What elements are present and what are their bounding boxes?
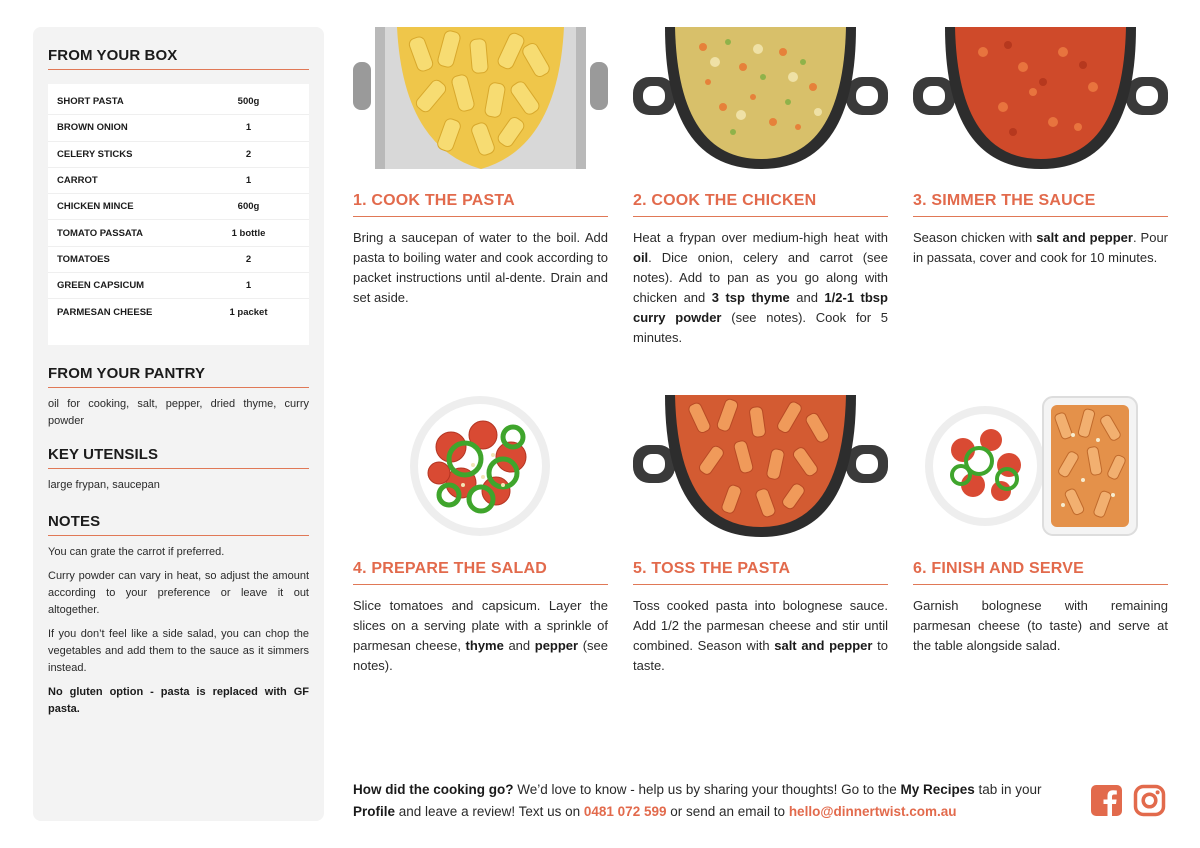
- instruction-emphasis: salt and pepper: [774, 638, 873, 653]
- instruction-text: (see notes).: [353, 638, 608, 673]
- step-4-instructions: [353, 596, 608, 676]
- email-link[interactable]: hello@dinnertwist.com.au: [788, 804, 957, 819]
- ingredient-row: [48, 194, 309, 220]
- utensils-text: large frypan, saucepan: [48, 479, 160, 491]
- notes-heading: NOTES: [48, 513, 309, 536]
- step-3-instructions: [913, 228, 1168, 268]
- pantry-section: [48, 365, 309, 430]
- step-3-title: 3. SIMMER THE SAUCE: [913, 192, 1168, 217]
- ingredient-row: [48, 247, 309, 273]
- ingredient-name: CARROT: [57, 175, 98, 187]
- instruction-text: Toss cooked pasta into bolognese sauce. Add 1/2 the parmesan cheese and stir until combined. Season with: [633, 598, 888, 653]
- ingredient-qty: 500g: [237, 96, 260, 108]
- ingredient-qty: 1 packet: [229, 307, 268, 319]
- instruction-text: and: [789, 290, 825, 305]
- my-recipes-link[interactable]: My Recipes: [900, 782, 975, 797]
- step-6-instructions: [913, 596, 1168, 656]
- step-4-photo: [353, 395, 608, 537]
- review-question: How did the cooking go?: [353, 782, 514, 797]
- step-1-title: 1. COOK THE PASTA: [353, 192, 608, 217]
- ingredient-qty: 1: [245, 175, 252, 187]
- utensils-heading: KEY UTENSILS: [48, 446, 309, 469]
- instruction-emphasis: pepper: [534, 638, 579, 653]
- note-item: No gluten option - pasta is replaced with GF pasta.: [48, 686, 309, 715]
- ingredient-name: CELERY STICKS: [57, 148, 133, 160]
- instruction-text: to taste.: [633, 638, 888, 673]
- facebook-icon[interactable]: [1090, 784, 1123, 817]
- ingredient-row: [48, 89, 309, 115]
- step-5-photo: [633, 395, 888, 537]
- step-1-photo: [353, 27, 608, 169]
- notes-list: [48, 544, 309, 718]
- ingredient-qty: 1 bottle: [231, 227, 266, 239]
- ingredient-row: [48, 273, 309, 299]
- ingredient-qty: 1: [245, 280, 252, 292]
- ingredient-name: PARMESAN CHEESE: [57, 307, 153, 319]
- instruction-text: . Dice onion, celery and carrot (see notes). Add to pan as you go along with chicken and: [633, 250, 888, 305]
- note-item: If you don’t feel like a side salad, you can chop the vegetables and add them to the sauce as it simmers instead.: [48, 628, 309, 674]
- step-6-title: 6. FINISH AND SERVE: [913, 560, 1168, 585]
- instruction-text: Season chicken with: [913, 230, 1037, 245]
- ingredient-qty: 2: [245, 148, 252, 160]
- from-your-box-heading: FROM YOUR BOX: [48, 47, 309, 70]
- step-3-photo: [913, 27, 1168, 169]
- ingredients-table: [48, 84, 309, 345]
- note-item: You can grate the carrot if preferred.: [48, 546, 225, 558]
- utensils-section: [48, 446, 309, 494]
- instruction-text: (see notes). Cook for 5 minutes.: [633, 310, 889, 345]
- step-1-instructions: [353, 228, 608, 308]
- instruction-text: Heat a frypan over medium-high heat with: [633, 230, 888, 245]
- footer-text: tab in your: [974, 782, 1042, 797]
- ingredient-name: CHICKEN MINCE: [57, 201, 134, 213]
- ingredient-name: TOMATOES: [57, 253, 110, 265]
- instruction-text: Slice tomatoes and capsicum. Layer the slices on a serving plate with a sprinkle of parmesan cheese,: [353, 598, 608, 653]
- pantry-text: oil for cooking, salt, pepper, dried thyme, curry powder: [48, 398, 309, 427]
- review-prompt: [353, 779, 1073, 823]
- instagram-icon[interactable]: [1133, 784, 1166, 817]
- phone-number-link[interactable]: 0481 072 599: [583, 804, 667, 819]
- notes-section: [48, 513, 309, 718]
- ingredient-qty: 1: [245, 122, 252, 134]
- ingredient-row: [48, 299, 309, 325]
- ingredients-sidebar: [33, 27, 324, 821]
- instruction-emphasis: 3 tsp thyme: [711, 290, 790, 305]
- instruction-emphasis: salt and pepper: [1036, 230, 1133, 245]
- footer-text: We’d love to know - help us by sharing your thoughts! Go to the: [513, 782, 901, 797]
- instruction-text: and: [503, 638, 535, 653]
- instruction-text: Garnish bolognese with remaining parmesan cheese (to taste) and serve at the table alongside salad.: [913, 598, 1168, 653]
- note-item: Curry powder can vary in heat, so adjust the amount according to your preference or leave it out altogether.: [48, 570, 309, 616]
- profile-link[interactable]: Profile: [353, 804, 396, 819]
- instruction-text: . Pour in passata, cover and cook for 10 minutes.: [913, 230, 1169, 265]
- ingredient-name: TOMATO PASSATA: [57, 227, 144, 239]
- pantry-heading: FROM YOUR PANTRY: [48, 365, 309, 388]
- ingredient-qty: 2: [245, 253, 252, 265]
- footer-text: or send an email to: [666, 804, 789, 819]
- instruction-emphasis: oil: [633, 250, 649, 265]
- ingredient-row: [48, 220, 309, 246]
- step-2-photo: [633, 27, 888, 169]
- ingredient-row: [48, 142, 309, 168]
- ingredient-row: [48, 168, 309, 194]
- instruction-emphasis: thyme: [465, 638, 504, 653]
- step-6-photo: [913, 395, 1168, 537]
- ingredient-qty: 600g: [237, 201, 260, 213]
- ingredient-name: SHORT PASTA: [57, 96, 124, 108]
- footer-text: and leave a review! Text us on: [395, 804, 584, 819]
- instruction-text: Bring a saucepan of water to the boil. Add pasta to boiling water and cook according to packet instructions until al-dente. Drain and set aside.: [353, 230, 608, 305]
- ingredient-row: [48, 115, 309, 141]
- instruction-emphasis: 1/2-1 tbsp curry powder: [633, 290, 888, 325]
- step-5-title: 5. TOSS THE PASTA: [633, 560, 888, 585]
- step-4-title: 4. PREPARE THE SALAD: [353, 560, 608, 585]
- step-2-instructions: [633, 228, 888, 348]
- ingredient-name: GREEN CAPSICUM: [57, 280, 145, 292]
- step-2-title: 2. COOK THE CHICKEN: [633, 192, 888, 217]
- ingredient-name: BROWN ONION: [57, 122, 128, 134]
- step-5-instructions: [633, 596, 888, 676]
